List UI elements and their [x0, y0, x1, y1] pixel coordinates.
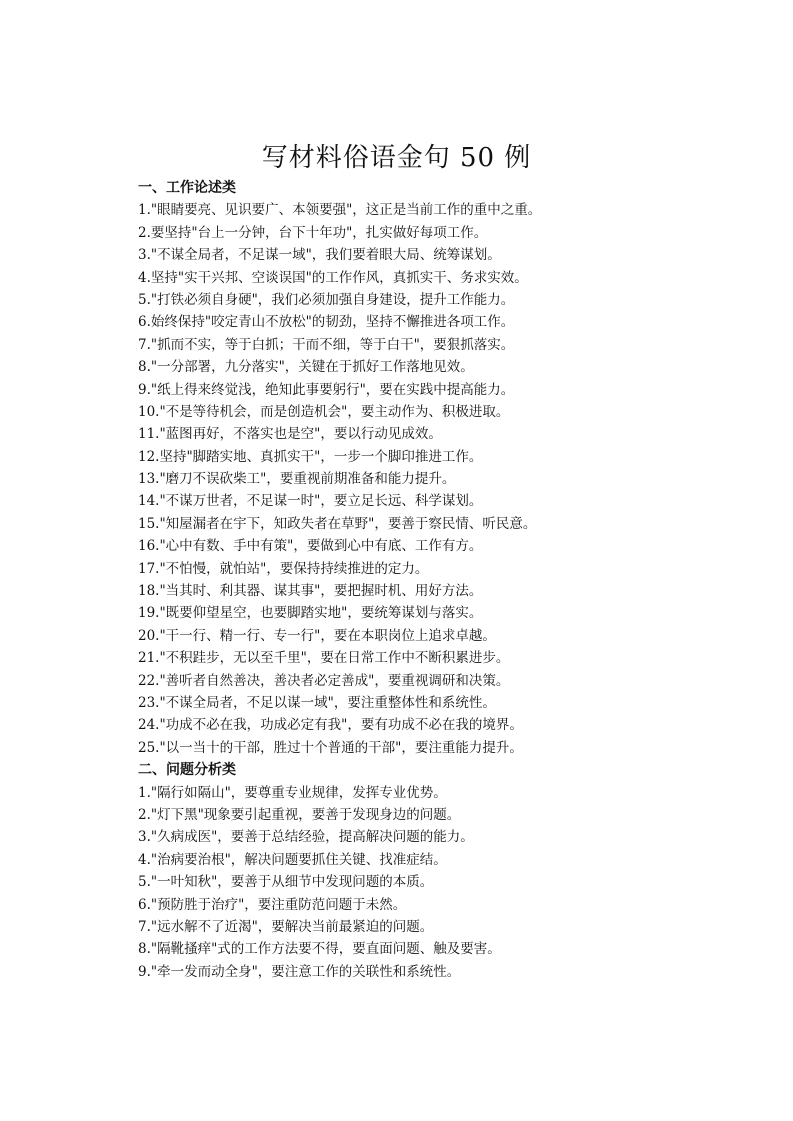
- document-title: 写材料俗语金句 50 例: [261, 143, 532, 173]
- list-item: 6."预防胜于治疗"，要注重防范问题于未然。: [138, 896, 407, 913]
- document-body: [138, 177, 758, 983]
- section-heading: 二、问题分析类: [138, 762, 236, 779]
- section-heading: 一、工作论述类: [138, 180, 236, 196]
- list-item: 24."功成不必在我，功成必定有我"，要有功成不必在我的境界。: [138, 717, 523, 734]
- list-item: 21."不积跬步，无以至千里"，要在日常工作中不断积累进步。: [138, 650, 510, 667]
- list-item: 1."眼睛要亮、见识要广、本领要强"，这正是当前工作的重中之重。: [138, 202, 542, 219]
- list-item: 7."抓而不实，等于白抓；干而不细，等于白干"，要狠抓落实。: [138, 336, 515, 353]
- list-item: 8."一分部署，九分落实"，关键在于抓好工作落地见效。: [138, 359, 474, 376]
- list-item: 12.坚持"脚踏实地、真抓实干"，一步一个脚印推进工作。: [138, 448, 483, 465]
- list-item: 1."隔行如隔山"，要尊重专业规律，发挥专业优势。: [138, 784, 447, 801]
- list-item: 3."久病成医"，要善于总结经验，提高解决问题的能力。: [138, 829, 474, 846]
- list-item: 25."以一当十的干部，胜过十个普通的干部"，要注重能力提升。: [138, 739, 523, 756]
- list-item: 15."知屋漏者在宇下，知政失者在草野"，要善于察民情、听民意。: [138, 515, 537, 532]
- list-item: 11."蓝图再好，不落实也是空"，要以行动见成效。: [138, 426, 442, 443]
- section-work-discussion: [138, 177, 758, 759]
- list-item: 4."治病要治根"，解决问题要抓住关键、找准症结。: [138, 851, 447, 868]
- list-item: 20."干一行、精一行、专一行"，要在本职岗位上追求卓越。: [138, 627, 496, 644]
- list-item: 4.坚持"实干兴邦、空谈误国"的工作作风，真抓实干、务求实效。: [138, 269, 528, 286]
- list-item: 18."当其时、利其器、谋其事"，要把握时机、用好方法。: [138, 583, 483, 600]
- proverb-list: [138, 782, 758, 984]
- list-item: 5."一叶知秋"，要善于从细节中发现问题的本质。: [138, 874, 434, 891]
- list-item: 14."不谋万世者，不足谋一时"，要立足长远、科学谋划。: [138, 493, 483, 510]
- list-item: 5."打铁必须自身硬"，我们必须加强自身建设，提升工作能力。: [138, 291, 515, 308]
- list-item: 22."善听者自然善决，善决者必定善成"，要重视调研和决策。: [138, 672, 510, 689]
- list-item: 17."不怕慢，就怕站"，要保持持续推进的定力。: [138, 560, 429, 577]
- list-item: 7."远水解不了近渴"，要解决当前最紧迫的问题。: [138, 918, 434, 935]
- list-item: 19."既要仰望星空，也要脚踏实地"，要统筹谋划与落实。: [138, 605, 483, 622]
- list-item: 2."灯下黑"现象要引起重视，要善于发现身边的问题。: [138, 806, 461, 823]
- list-item: 9."纸上得来终觉浅，绝知此事要躬行"，要在实践中提高能力。: [138, 381, 515, 398]
- list-item: 3."不谋全局者，不足谋一域"，我们要着眼大局、统筹谋划。: [138, 247, 501, 264]
- list-item: 8."隔靴搔痒"式的工作方法要不得，要直面问题、触及要害。: [138, 941, 501, 958]
- list-item: 13."磨刀不误砍柴工"，要重视前期准备和能力提升。: [138, 471, 456, 488]
- list-item: 10."不是等待机会，而是创造机会"，要主动作为、积极进取。: [138, 403, 510, 420]
- list-item: 6.始终保持"咬定青山不放松"的韧劲，坚持不懈推进各项工作。: [138, 314, 515, 331]
- section-problem-analysis: [138, 759, 758, 983]
- list-item: 23."不谋全局者，不足以谋一域"，要注重整体性和系统性。: [138, 694, 496, 711]
- list-item: 2.要坚持"台上一分钟，台下十年功"，扎实做好每项工作。: [138, 224, 488, 241]
- list-item: 9."牵一发而动全身"，要注意工作的关联性和系统性。: [138, 963, 461, 980]
- proverb-list: [138, 199, 758, 759]
- list-item: 16."心中有数、手中有策"，要做到心中有底、工作有方。: [138, 538, 483, 555]
